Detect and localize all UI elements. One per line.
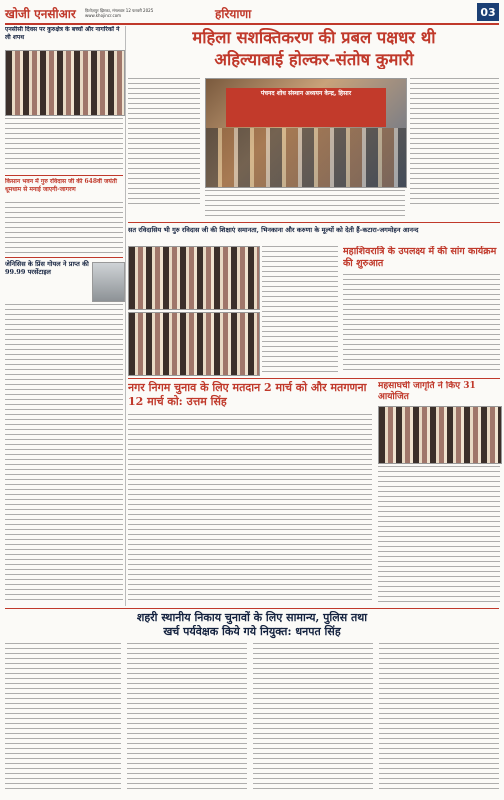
bottom-headline-line2: खर्च पर्यवेक्षक किये गये नियुक्त: धनपत सिंह: [163, 625, 341, 638]
divider: [128, 222, 500, 223]
photo-banner: पंचनद शोध संस्थान अध्ययन केन्द्र, हिसार: [226, 88, 386, 127]
story-election-body: [128, 414, 372, 604]
divider: [5, 175, 123, 176]
story-shivratri-body: [343, 274, 500, 374]
divider: [5, 608, 499, 609]
story-kisan-headline: किसान भवन में गुरु रविदास जी की 648वीं जयंती धूमधाम से मनाई जाएगी-जागरण: [5, 178, 117, 193]
lead-headline-line1: महिला सशक्तिकरण की प्रबल पक्षधर थी: [192, 28, 436, 47]
story-kisan-body: [5, 202, 123, 254]
page-number: 03: [477, 3, 499, 21]
top-left-headline: एनसीसी दिवस पर कुरुक्षेत्र के बच्चों और नागरिकों ने ली शपथ: [5, 26, 120, 41]
divider: [5, 257, 123, 258]
photo-figures: [206, 128, 406, 187]
lead-body-col4: [410, 78, 499, 208]
story-election-headline: नगर निगम चुनाव के लिए मतदान 2 मार्च को और मतगणना 12 मार्च को: उत्तम सिंह: [128, 381, 367, 408]
lead-body-under-photo: [205, 190, 405, 220]
lead-headline-line2: अहिल्याबाई होल्कर-संतोष कुमारी: [214, 50, 414, 69]
ravidas-photo-1: [128, 246, 260, 310]
column-divider: [125, 26, 126, 606]
bottom-headline-line1: शहरी स्थानीय निकाय चुनावों के लिए सामान्य, पुलिस तथा: [136, 611, 368, 624]
story-ravidas-headline: सत रविदासिय भी गुरु रविदास जी की शिक्षाएं समानता, भिनकाना और करुणा के मूल्यों को देती हैं-कटारा-जगमोहन आनन्द: [128, 226, 419, 234]
section-title: हरियाणा: [215, 7, 252, 21]
story-shivratri-headline: महाशिवरात्रि के उपलक्ष्य में की सांग कार्यक्रम की शुरुआत: [343, 246, 497, 269]
brand-logo: खोजी एनसीआर: [5, 6, 76, 21]
student-photo: [92, 262, 125, 302]
bottom-body-col2: [127, 643, 247, 793]
bottom-body-col3: [253, 643, 373, 793]
story-awareness-body: [378, 466, 500, 604]
awareness-photo: [378, 406, 502, 464]
bottom-body-col4: [379, 643, 499, 793]
masthead: [5, 3, 499, 25]
body-text-block: [5, 118, 123, 172]
lead-body-col1: [128, 78, 200, 208]
lead-photo: [205, 78, 407, 188]
story-genesis-body: [5, 304, 123, 604]
bottom-body-col1: [5, 643, 121, 793]
ravidas-photo-2: [128, 312, 260, 376]
story-ravidas-body: [262, 246, 338, 374]
story-genesis-headline: जेनिसिस के प्रिंस गोयल ने प्राप्त की 99.99 परसेंटाइल: [5, 260, 89, 276]
website: www.khojincr.com: [85, 13, 122, 18]
divider: [128, 378, 500, 379]
ncc-photo: [5, 50, 125, 116]
dateline: फ़िरोज़पुर झिरका, मंगलवार 12 फरवरी 2025: [85, 8, 154, 13]
story-awareness-headline: महसाघची जागृति ने किए 31 आयोजित: [378, 381, 476, 402]
